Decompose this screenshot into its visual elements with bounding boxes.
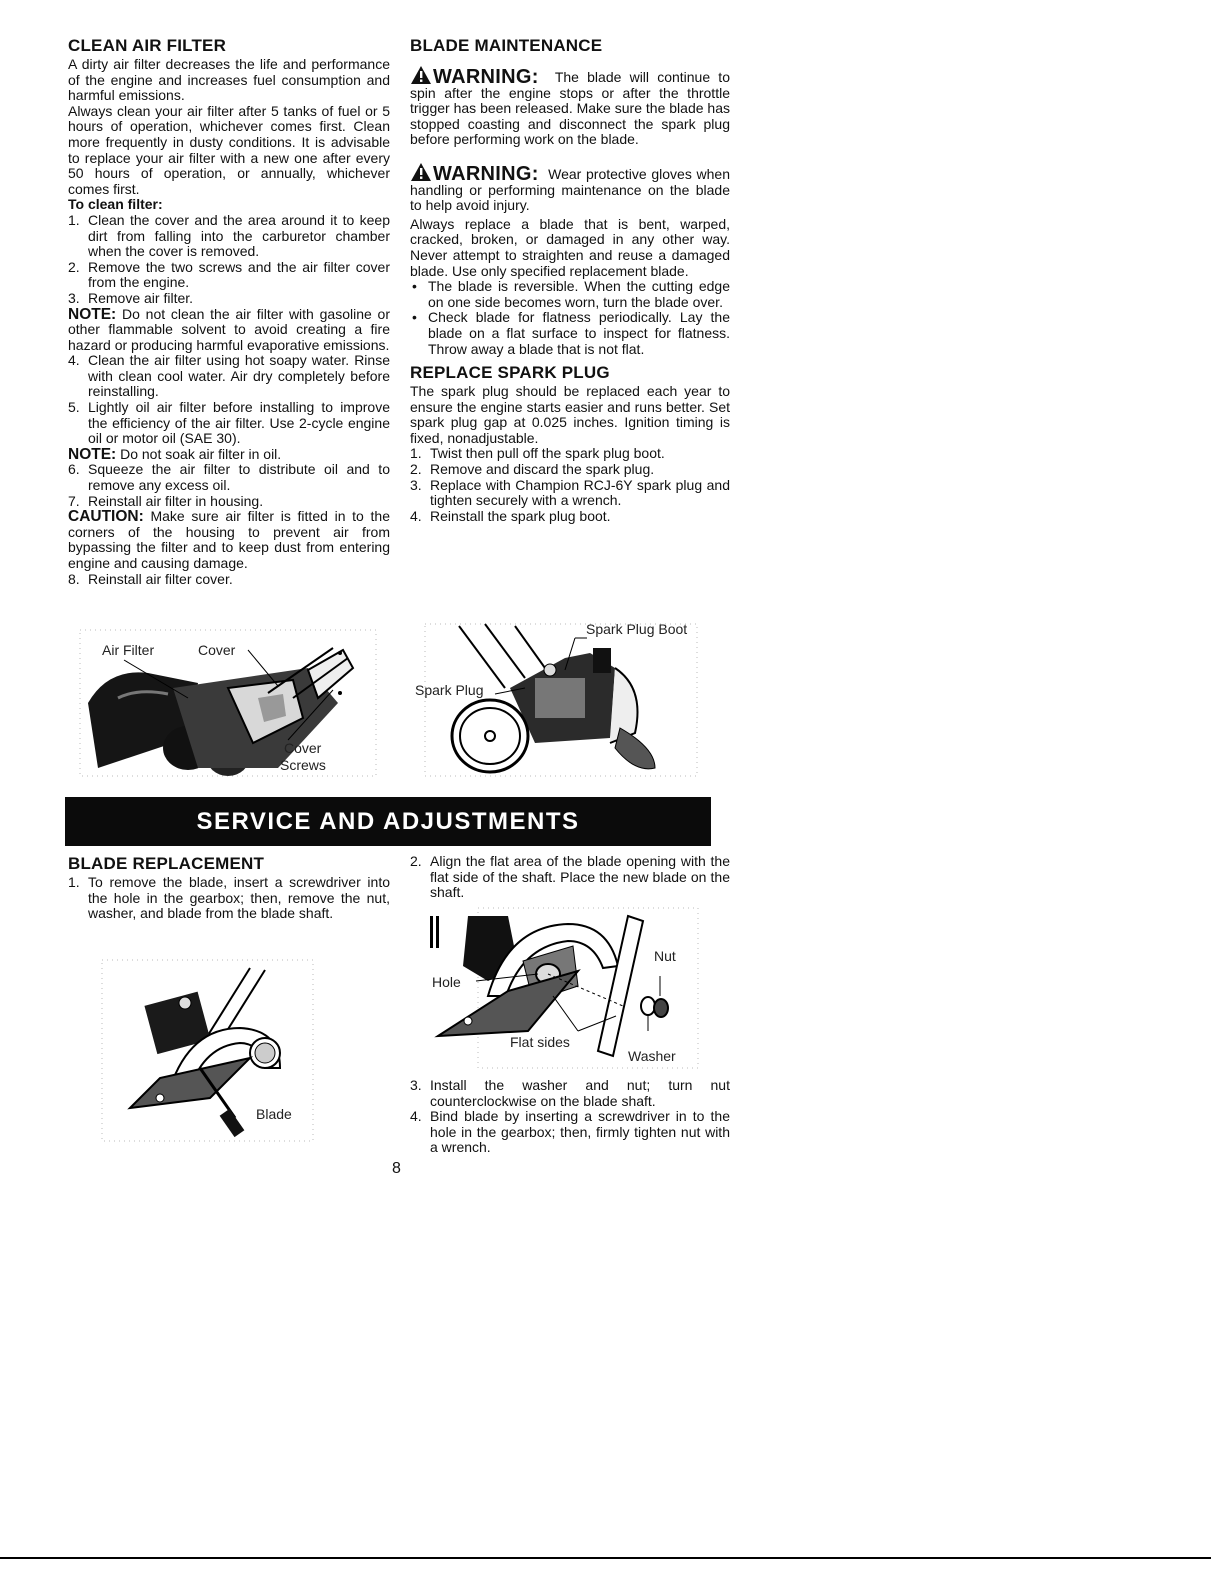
clean-filter-steps-b [68, 353, 390, 447]
spark-plug-illustration [415, 618, 705, 783]
list-item: 5. Lightly oil air filter before installing to improve the efficiency of the air filter. Use 2-cycle engine oil or motor oil (SAE 30). [68, 399, 390, 447]
list-item: 4. Reinstall the spark plug boot. [410, 507, 611, 524]
list-item: 2. Remove the two screws and the air filter cover from the engine. [68, 258, 390, 291]
flat-sides-label: Flat sides [510, 1034, 570, 1050]
cover-screws-label-line1: Cover [284, 740, 322, 756]
warning-triangle-icon [410, 65, 432, 85]
washer-label: Washer [628, 1048, 676, 1064]
list-item: 3. Replace with Champion RCJ-6Y spark plug and tighten securely with a wrench. [410, 476, 730, 509]
note-no-soak: NOTE: Do not soak air filter in oil. [68, 445, 282, 463]
blade-replacement-step-2 [410, 854, 730, 901]
list-item: 6. Squeeze the air filter to distribute oil and to remove any excess oil. [68, 461, 390, 494]
clean-air-filter-heading: CLEAN AIR FILTER [68, 36, 227, 55]
blade-replacement-steps-left [68, 875, 390, 922]
service-adjustments-banner [65, 797, 711, 846]
blade-replacement-heading: BLADE REPLACEMENT [68, 854, 265, 873]
warning-blade-spin: WARNING: The blade will continue to spin after the engine stops or after the throttle trigger has been released. Make sure the blade has stopped coasting and disconnect the spark plug before performing work on the blade. [410, 66, 730, 148]
blade-replacement-final-steps [410, 1078, 730, 1156]
spark-plug-figure [415, 618, 705, 783]
blade-install-figure [428, 906, 700, 1071]
blade-label: Blade [256, 1106, 292, 1122]
note-no-gasoline: NOTE: Do not clean the air filter with gasoline or other flammable solvent to avoid creating a fire hazard or producing harmful evaporative emissions. [68, 305, 390, 353]
list-item: 2. Align the flat area of the blade opening with the flat side of the shaft. Place the new blade on the shaft. [410, 853, 730, 901]
air-filter-figure [78, 628, 378, 778]
spark-plug-label: Spark Plug [415, 682, 484, 698]
spark-plug-intro: The spark plug should be replaced each year to ensure the engine starts easier and runs better. Set spark plug gap at 0.025 inches. Ignition timing is fixed, nonadjustable. [410, 383, 730, 446]
blade-replacement-section [68, 854, 390, 922]
cover-label: Cover [198, 642, 236, 658]
air-filter-schedule: Always clean your air filter after 5 tanks of fuel or 5 hours of operation, whichever comes first. Clean more frequently in dusty conditions. It is advisable to replace your air filter with a new one after every 50 hours of operation, or annually, whichever comes first. [68, 102, 390, 197]
clean-air-filter-section [68, 36, 390, 587]
nut-label: Nut [654, 948, 676, 964]
list-item: 1. To remove the blade, insert a screwdriver into the hole in the gearbox; then, remove the nut, washer, and blade from the blade shaft. [68, 874, 390, 922]
replace-spark-plug-heading: REPLACE SPARK PLUG [410, 363, 610, 383]
footer-rule [0, 1557, 1211, 1559]
clean-filter-steps-c [68, 462, 390, 509]
list-item: 4. Bind blade by inserting a screwdriver in to the hole in the gearbox; then, firmly tighten nut with a wrench. [410, 1108, 730, 1156]
warning-triangle-icon [410, 162, 432, 182]
hole-label: Hole [432, 974, 461, 990]
list-item: 1. Twist then pull off the spark plug boot. [410, 445, 665, 462]
banner-title: SERVICE AND ADJUSTMENTS [196, 807, 580, 835]
list-item: 3. Install the washer and nut; turn nut counterclockwise on the blade shaft. [410, 1077, 730, 1109]
spark-plug-steps [410, 446, 730, 524]
air-filter-intro: A dirty air filter decreases the life and performance of the engine and increases fuel consumption and harmful emissions. [68, 56, 390, 104]
blade-maintenance-section [410, 36, 730, 524]
cover-screws-label-line2: Screws [280, 757, 326, 773]
clean-filter-step-d [68, 572, 390, 588]
blade-replacement-continued [410, 854, 730, 901]
list-item: 1. Clean the cover and the area around it to keep dirt from falling into the carburetor chamber when the cover is removed. [68, 211, 390, 260]
air-filter-label: Air Filter [102, 642, 155, 658]
page-number: 8 [392, 1160, 401, 1177]
clean-filter-steps-a [68, 213, 390, 307]
warning-gloves: WARNING: Wear protective gloves when handling or performing maintenance on the blade to help avoid injury. [410, 162, 730, 214]
list-item: 7. Reinstall air filter in housing. [68, 492, 264, 509]
caution-fit-filter: CAUTION: Make sure air filter is fitted in to the corners of the housing to prevent air from bypassing the filter and to keep dust from entering engine and causing damage. [68, 508, 391, 571]
list-item: 4. Clean the air filter using hot soapy water. Rinse with clean cool water. Air dry completely before reinstalling. [68, 352, 390, 400]
list-item: 2. Remove and discard the spark plug. [410, 461, 655, 478]
list-item: • Check blade for flatness periodically. Lay the blade on a flat surface to inspect for flatness. Throw away a blade that is not flat. [410, 310, 730, 357]
blade-replacement-steps-3-4 [410, 1078, 730, 1156]
blade-maintenance-heading: BLADE MAINTENANCE [410, 36, 603, 55]
list-item: 3. Remove air filter. [68, 289, 194, 306]
replace-damaged-blade: Always replace a blade that is bent, warped, cracked, broken, or damaged in any other way. Never attempt to straighten and reuse a damaged blade. Use only specified replacement blade. [410, 215, 730, 279]
list-item: • The blade is reversible. When the cutting edge on one side becomes worn, turn the blade over. [410, 279, 730, 310]
list-item: 8. Reinstall air filter cover. [68, 570, 233, 587]
to-clean-filter-subhead: To clean filter: [68, 196, 163, 213]
blade-removal-figure [100, 958, 315, 1143]
spark-plug-boot-label: Spark Plug Boot [586, 621, 688, 637]
